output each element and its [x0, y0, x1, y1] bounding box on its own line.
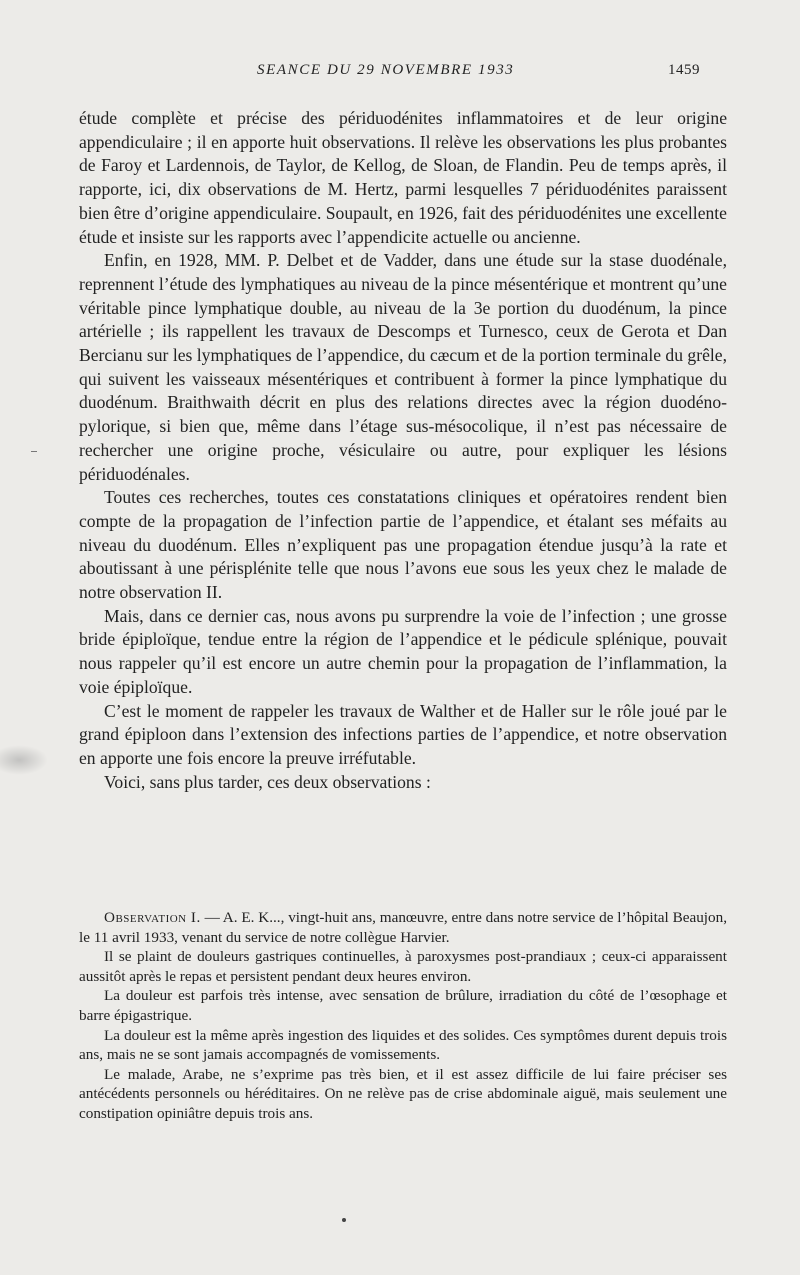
observation-label: Observation I.: [104, 909, 201, 926]
observation-paragraph: Le malade, Arabe, ne s’exprime pas très bien, et il est assez difficile de lui faire préciser ses antécédents personnels ou héréditaires. On ne relève pas de crise abdominale aiguë, mais seulement une constipation opiniâtre depuis trois ans.: [79, 1065, 727, 1122]
observation-paragraph: La douleur est parfois très intense, avec sensation de brûlure, irradiation du côté de l’œsophage et barre épigastrique.: [79, 987, 727, 1024]
paragraph: Mais, dans ce dernier cas, nous avons pu surprendre la voie de l’infection ; une grosse bride épiploïque, tendue entre la région de l’appendice et le pédicule splénique, pouvait nous rappeler qu’il est encore un autre chemin pour la propagation de l’inflammation, la voie épiploïque.: [79, 605, 727, 697]
paragraph: C’est le moment de rappeler les travaux de Walther et de Haller sur le rôle joué par le grand épiploon dans l’extension des infections parties de l’appendice, et notre observation en apporte une fois encore la preuve irréfutable.: [79, 700, 727, 768]
paragraph: Voici, sans plus tarder, ces deux observations :: [104, 771, 431, 792]
paragraph: Enfin, en 1928, MM. P. Delbet et de Vadder, dans une étude sur la stase duodénale, reprennent l’étude des lymphatiques au niveau de la pince mésentérique et montrent qu’une véritable pince lymphatique double, au niveau de la 3e portion du duodénum, la pince artérielle ; ils rappellent les travaux de Descomps et Turnesco, ceux de Gerota et Dan Bercianu sur les lymphatiques de l’appendice, du cæcum et de la portion terminale du grêle, qui suivent les vaisseaux mésentériques et contribuent à former la pince lymphatique du duodénum. Braithwaith décrit en plus des relations directes avec la région duodéno-pylorique, si bien que, même dans l’étage sus-mésocolique, il n’est pas nécessaire de rechercher une origine proche, vésiculaire ou autre, pour expliquer les lésions périduodénales.: [79, 250, 727, 484]
observation-first-text: — A. E. K..., vingt-huit ans, manœuvre, entre dans notre service de l’hôpital Beaujon, le 11 avril 1933, venant du service de notre collègue Harvier.: [79, 909, 727, 946]
page-header: [0, 62, 800, 86]
margin-mark: [31, 451, 37, 452]
ink-dot: [342, 1218, 346, 1222]
observation-first-paragraph: [79, 908, 727, 947]
running-title: SEANCE DU 29 NOVEMBRE 1933: [257, 62, 515, 78]
paragraph: Toutes ces recherches, toutes ces constatations cliniques et opératoires rendent bien compte de la propagation de l’infection partie de l’appendice, et étalant ses méfaits au niveau du duodénum. Elles n’expliquent pas une propagation étendue jusqu’à la rate et aboutissant à une périsplénite telle que nous l’avons eue sous les yeux chez le malade de notre observation II.: [79, 487, 727, 603]
paragraph: étude complète et précise des périduodénites inflammatoires et de leur origine appendiculaire ; il en apporte huit observations. Il relève les observations les plus probantes de Faroy et Lardennois, de Taylor, de Kellog, de Sloan, de Flandin. Peu de temps après, il rapporte, ici, dix observations de M. Hertz, parmi lesquelles 7 périduodénites paraissent bien être d’origine appendiculaire. Soupault, en 1926, fait des périduodénites une excellente étude et insiste sur les rapports avec l’appendicite actuelle ou ancienne.: [79, 108, 727, 247]
observation-section: [79, 908, 727, 1124]
page-number: 1459: [668, 62, 700, 78]
observation-paragraph: Il se plaint de douleurs gastriques continuelles, à paroxysmes post-prandiaux ; ceux-ci apparaissent aussitôt après le repas et persistent pendant deux heures environ.: [79, 948, 727, 985]
paper-stain: [0, 745, 48, 775]
observation-paragraph: La douleur est la même après ingestion des liquides et des solides. Ces symptômes durent depuis trois ans, mais ne se sont jamais accompagnés de vomissements.: [79, 1026, 727, 1064]
main-text: [79, 107, 727, 794]
